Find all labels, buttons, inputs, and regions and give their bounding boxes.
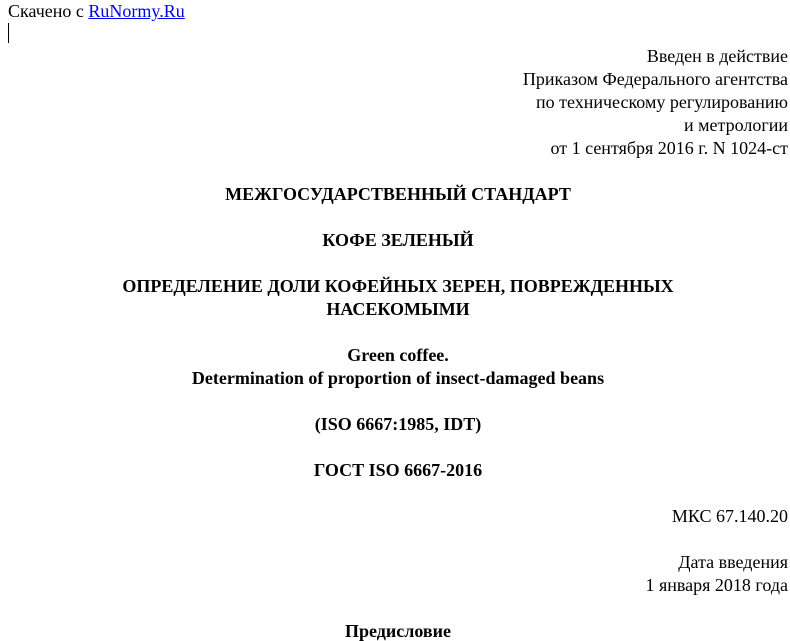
iso-reference: (ISO 6667:1985, IDT) (314, 414, 482, 434)
gost-number: ГОСТ ISO 6667-2016 (313, 460, 483, 480)
english-title-line-2: Determination of proportion of insect-damaged beans (191, 368, 605, 388)
adoption-line-4: и метрологии (684, 115, 788, 135)
standard-type-heading: МЕЖГОСУДАРСТВЕННЫЙ СТАНДАРТ (225, 184, 571, 204)
mks-code: МКС 67.140.20 (671, 506, 788, 526)
source-link[interactable]: RuNormy.Ru (88, 1, 185, 21)
adoption-line-2: Приказом Федерального агентства (522, 69, 788, 89)
adoption-line-1: Введен в действие (646, 46, 788, 66)
source-line (8, 0, 185, 22)
preface-heading: Предисловие (345, 621, 451, 641)
document-subtitle-line-2: НАСЕКОМЫМИ (326, 299, 470, 319)
effective-date-label: Дата введения (678, 552, 788, 572)
source-prefix: Скачено с (8, 1, 84, 21)
adoption-line-3: по техническому регулированию (535, 92, 788, 112)
effective-date-value: 1 января 2018 года (645, 575, 788, 595)
english-title-line-1: Green coffee. (347, 345, 449, 365)
document-subtitle-line-1: ОПРЕДЕЛЕНИЕ ДОЛИ КОФЕЙНЫХ ЗЕРЕН, ПОВРЕЖДЕННЫХ (122, 276, 674, 296)
document-title: КОФЕ ЗЕЛЕНЫЙ (322, 230, 474, 250)
text-caret (8, 23, 9, 43)
adoption-line-5: от 1 сентября 2016 г. N 1024-ст (550, 138, 788, 158)
